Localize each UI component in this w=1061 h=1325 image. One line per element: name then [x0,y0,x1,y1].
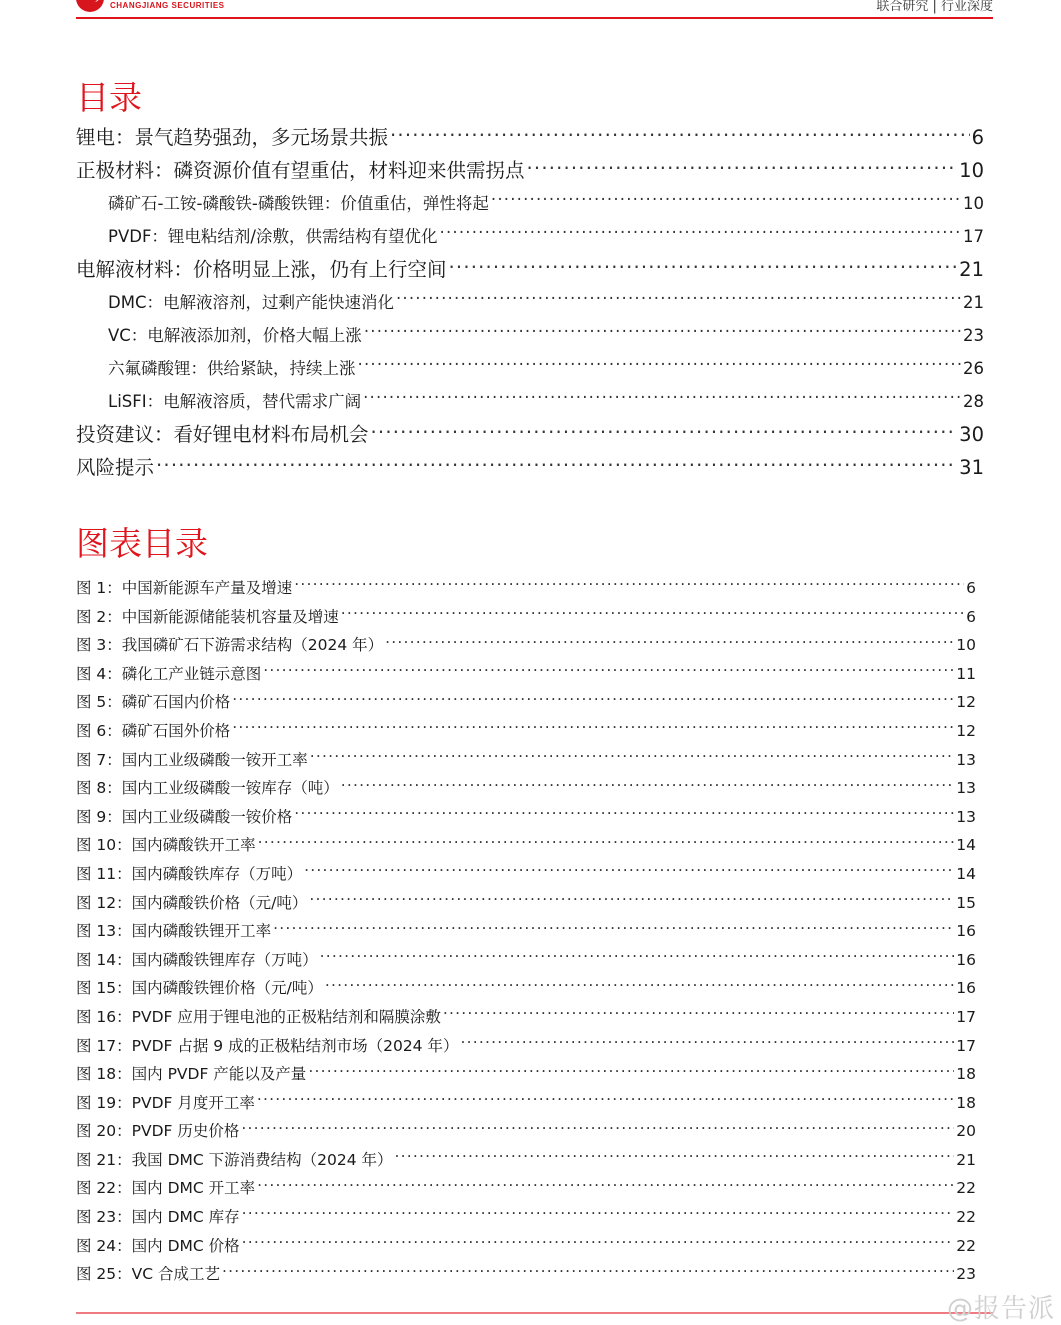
figure-entry-label: 图 19：PVDF 月度开工率 [76,1093,255,1112]
figure-entry-label: 图 16：PVDF 应用于锂电池的正极粘结剂和隔膜涂敷 [76,1007,441,1026]
figure-entry-label: 图 12：国内磷酸铁价格（元/吨） [76,893,308,912]
figure-entry-page-number: 13 [956,807,976,826]
toc-entry-label: 锂电：景气趋势强劲，多元场景共振 [76,126,389,149]
toc-entry-page-number: 26 [963,359,984,378]
toc-entry[interactable] [76,418,984,451]
toc-entry-label: 六氟磷酸锂：供给紧缺，持续上涨 [108,359,356,378]
toc-entry-page-number: 21 [959,258,984,281]
figure-entry-label: 图 14：国内磷酸铁锂库存（万吨） [76,950,318,969]
figure-entry-label: 图 1：中国新能源车产量及增速 [76,579,293,597]
figure-entry[interactable] [76,774,984,803]
toc-entry-page-number: 21 [963,293,984,312]
figure-entry-page-number: 12 [956,693,976,712]
figure-entry-label: 图 24：国内 DMC 价格 [76,1236,240,1255]
toc-entry-page-number: 17 [963,227,984,246]
figure-entry-page-number: 14 [956,836,976,855]
logo-text: CHANGJIANG SECURITIES [110,1,225,10]
dot-leader [341,606,964,622]
figure-entry-page-number: 22 [956,1236,976,1255]
dot-leader [222,1264,954,1280]
dot-leader [304,863,954,879]
figure-entry-page-number: 6 [966,579,976,597]
dot-leader [308,1064,954,1080]
figure-entry[interactable] [76,1232,984,1261]
figure-entry[interactable] [76,660,984,689]
toc-entry[interactable] [76,451,984,484]
dot-leader [273,921,954,937]
dot-leader [491,193,961,210]
figure-entry[interactable] [76,1117,984,1146]
figure-entry-label: 图 18：国内 PVDF 产能以及产量 [76,1065,307,1084]
figure-entry[interactable] [76,889,984,918]
dot-leader [242,1207,955,1223]
figure-entry-page-number: 10 [956,636,976,655]
figures-list [76,574,984,1289]
dot-leader [449,257,958,277]
figure-entry[interactable] [76,631,984,660]
figure-entry-page-number: 22 [956,1208,976,1227]
figure-entry-label: 图 9：国内工业级磷酸一铵价格 [76,807,293,826]
toc-entry[interactable] [76,121,984,154]
toc-entry-label: 投资建议：看好锂电材料布局机会 [76,423,369,446]
dot-leader [440,226,962,243]
dot-leader [294,806,954,822]
figure-entry[interactable] [76,1003,984,1032]
dot-leader [258,835,955,851]
dot-leader [341,778,954,794]
figure-entry[interactable] [76,1060,984,1089]
dot-leader [363,391,961,408]
figure-entry-label: 图 13：国内磷酸铁锂开工率 [76,922,272,941]
dot-leader [241,1121,954,1137]
toc-entry-label: VC：电解液添加剂，价格大幅上涨 [108,326,362,345]
figure-entry-page-number: 11 [956,664,976,683]
figure-entry[interactable] [76,831,984,860]
watermark: @报告派 [946,1294,1055,1324]
figure-entry[interactable] [76,603,984,632]
dot-leader [460,1035,954,1051]
figure-entry-label: 图 22：国内 DMC 开工率 [76,1179,256,1198]
figure-entry[interactable] [76,1203,984,1232]
figure-entry-page-number: 22 [956,1179,976,1198]
toc-entry[interactable] [76,319,984,352]
toc-entry[interactable] [76,286,984,319]
dot-leader [358,358,962,375]
dot-leader [364,325,961,342]
figure-entry[interactable] [76,1174,984,1203]
figure-entry[interactable] [76,946,984,975]
dot-leader [395,1149,955,1165]
toc-entry-label: 风险提示 [76,456,155,479]
dot-leader [310,749,954,765]
figure-entry[interactable] [76,1146,984,1175]
figure-entry[interactable] [76,688,984,717]
dot-leader [232,692,954,708]
toc-title: 目录 [76,78,142,117]
figure-entry-page-number: 16 [956,922,976,941]
figure-entry[interactable] [76,1089,984,1118]
toc-list [76,121,984,484]
figures-title: 图表目录 [76,524,208,563]
figure-entry-page-number: 12 [956,721,976,740]
dot-leader [263,663,954,679]
figure-entry-page-number: 17 [956,1036,976,1055]
figure-entry-label: 图 6：磷矿石国外价格 [76,721,231,740]
figure-entry-page-number: 20 [956,1122,976,1141]
logo-icon [76,0,104,12]
dot-leader [527,158,958,178]
toc-entry-label: PVDF：锂电粘结剂/涂敷，供需结构有望优化 [108,227,438,246]
figure-entry-label: 图 2：中国新能源储能装机容量及增速 [76,607,339,626]
figure-entry-label: 图 11：国内磷酸铁库存（万吨） [76,864,303,883]
figure-entry-page-number: 16 [956,950,976,969]
company-logo [76,0,225,12]
figure-entry[interactable] [76,1260,984,1289]
figure-entry-page-number: 18 [956,1093,976,1112]
dot-leader [232,720,954,736]
figure-entry-label: 图 10：国内磷酸铁开工率 [76,836,256,855]
figure-entry-page-number: 14 [956,864,976,883]
figure-entry-page-number: 13 [956,750,976,769]
figure-entry-label: 图 8：国内工业级磷酸一铵库存（吨） [76,779,339,798]
figure-entry[interactable] [76,746,984,775]
figure-entry-label: 图 21：我国 DMC 下游消费结构（2024 年） [76,1150,393,1169]
toc-entry-label: 磷矿石-工铵-磷酸铁-磷酸铁锂：价值重估，弹性将起 [108,194,489,213]
figure-entry-label: 图 25：VC 合成工艺 [76,1265,221,1284]
figure-entry[interactable] [76,803,984,832]
toc-entry-label: 电解液材料：价格明显上涨，仍有上行空间 [76,258,447,281]
figure-entry-page-number: 18 [956,1065,976,1084]
figure-entry-page-number: 21 [956,1150,976,1169]
figure-entry-label: 图 20：PVDF 历史价格 [76,1122,240,1141]
header-divider [76,17,993,19]
figure-entry-page-number: 13 [956,779,976,798]
figure-entry-page-number: 17 [956,1007,976,1026]
dot-leader [257,1178,954,1194]
footer-divider [76,1312,993,1314]
dot-leader [390,125,970,145]
dot-leader [396,292,961,309]
toc-entry-page-number: 6 [971,126,984,149]
header-category: 联合研究 | 行业深度 [876,0,993,14]
figure-entry-page-number: 23 [956,1265,976,1284]
toc-entry-label: LiSFI：电解液溶质，替代需求广阔 [108,392,362,411]
dot-leader [156,455,957,475]
figure-entry-label: 图 4：磷化工产业链示意图 [76,664,262,683]
toc-entry[interactable] [76,385,984,418]
figure-entry-page-number: 16 [956,979,976,998]
figure-entry[interactable] [76,717,984,746]
toc-entry-page-number: 10 [959,159,984,182]
figure-entry-page-number: 6 [966,607,976,626]
toc-entry[interactable] [76,154,984,187]
figure-entry-label: 图 3：我国磷矿石下游需求结构（2024 年） [76,636,384,655]
dot-leader [325,978,954,994]
toc-entry-label: DMC：电解液溶剂，过剩产能快速消化 [108,293,394,312]
figure-entry[interactable] [76,1032,984,1061]
dot-leader [371,422,958,442]
figure-entry[interactable] [76,574,984,603]
toc-entry-page-number: 28 [963,392,984,411]
figure-entry[interactable] [76,860,984,889]
dot-leader [242,1235,955,1251]
figure-entry-page-number: 15 [956,893,976,912]
toc-entry[interactable] [76,187,984,220]
dot-leader [443,1006,954,1022]
figure-entry-label: 图 7：国内工业级磷酸一铵开工率 [76,750,308,769]
dot-leader [320,949,955,965]
figure-entry-label: 图 23：国内 DMC 库存 [76,1208,240,1227]
toc-entry[interactable] [76,352,984,385]
toc-entry-page-number: 23 [963,326,984,345]
figure-entry[interactable] [76,917,984,946]
figure-entry[interactable] [76,974,984,1003]
dot-leader [257,1092,954,1108]
figure-entry-label: 图 15：国内磷酸铁锂价格（元/吨） [76,979,323,998]
figure-entry-label: 图 5：磷矿石国内价格 [76,693,231,712]
toc-entry-page-number: 30 [959,423,984,446]
dot-leader [309,892,954,908]
dot-leader [294,578,964,594]
dot-leader [385,635,954,651]
toc-entry-page-number: 31 [959,456,984,479]
toc-entry-label: 正极材料：磷资源价值有望重估，材料迎来供需拐点 [76,159,525,182]
toc-entry[interactable] [76,253,984,286]
toc-entry-page-number: 10 [963,194,984,213]
figure-entry-label: 图 17：PVDF 占据 9 成的正极粘结剂市场（2024 年） [76,1036,459,1055]
toc-entry[interactable] [76,220,984,253]
